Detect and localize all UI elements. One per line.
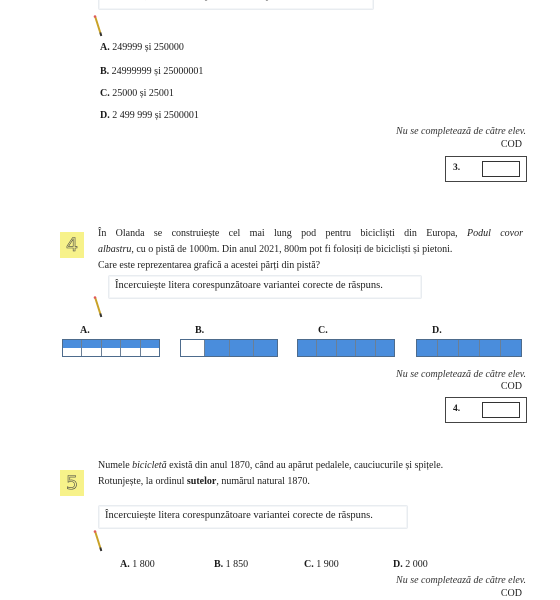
q5-not-filled-note: Nu se completează de către elev. <box>396 575 526 586</box>
q3-number: 3. <box>453 163 461 173</box>
q4-cod-field[interactable] <box>482 402 520 418</box>
q3-option-text: 25000 și 25001 <box>112 88 174 99</box>
bar-cell-empty <box>181 348 205 356</box>
bar-cell-shaded <box>480 340 501 348</box>
bar-cell-shaded <box>438 348 459 356</box>
bar-row-bottom <box>181 348 277 356</box>
bar-cell-shaded <box>254 340 277 348</box>
q3-option-letter: D. <box>100 110 110 121</box>
q4-not-filled-note: Nu se completează de către elev. <box>396 369 526 380</box>
bar-row-bottom <box>298 348 394 356</box>
bar-row-bottom <box>63 348 159 356</box>
q5-option-a[interactable] <box>120 559 155 570</box>
q4-badge <box>60 232 84 258</box>
q4-line-3: Care este reprezentarea grafică a acestei părți din pistă? <box>98 260 321 271</box>
q5-instruction-text: Încercuiește litera corespunzătoare variantei corecte de răspuns. <box>105 510 373 521</box>
q3-option-a[interactable] <box>100 42 184 53</box>
bar-cell-shaded <box>205 340 229 348</box>
bar-cell-shaded <box>459 340 480 348</box>
q3-option-text: 24999999 și 25000001 <box>111 66 204 77</box>
q3-option-letter: A. <box>100 42 110 53</box>
bar-cell-shaded <box>417 348 438 356</box>
bar-cell-shaded <box>230 340 254 348</box>
q4-bridge-name-2: albastru <box>98 244 132 255</box>
pencil-icon <box>93 296 103 318</box>
q3-cod-box <box>445 156 527 182</box>
bar-row-bottom <box>417 348 521 356</box>
q3-cod-label: COD <box>500 139 522 150</box>
q4-cod-label: COD <box>500 381 522 392</box>
q5-option-c[interactable] <box>304 559 339 570</box>
q4-instruction-box <box>108 275 422 299</box>
q4-option-a-letter[interactable]: A. <box>80 325 90 336</box>
q3-option-letter: B. <box>100 66 110 77</box>
q4-instruction-text: Încercuiește litera corespunzătoare variantei corecte de răspuns. <box>115 280 383 291</box>
q5-instruction-box <box>98 505 408 529</box>
q5-badge <box>60 470 84 496</box>
q5-bold-word: sutelor <box>186 476 217 487</box>
q3-cod-field[interactable] <box>482 161 520 177</box>
bar-cell-empty <box>102 348 121 356</box>
q5-option-b[interactable] <box>214 559 248 570</box>
bar-cell-shaded <box>298 348 317 356</box>
q4-option-c-letter[interactable]: C. <box>318 325 328 336</box>
bar-cell-shaded <box>230 348 254 356</box>
q3-option-letter: C. <box>100 88 110 99</box>
q5-option-d[interactable] <box>393 559 428 570</box>
bar-cell-empty <box>82 348 101 356</box>
q4-line-2 <box>98 242 523 258</box>
q3-option-b[interactable] <box>100 66 203 77</box>
q5-text: există din anul 1870, când au apărut pedalele, cauciucurile și spițele. <box>166 460 444 471</box>
pencil-icon <box>93 530 103 552</box>
q5-option-letter: B. <box>214 559 224 570</box>
q4-bar-c[interactable] <box>297 339 395 357</box>
q4-badge-number: 4 <box>65 234 79 256</box>
q5-text: Numele <box>98 460 133 471</box>
q5-line-2 <box>98 474 528 490</box>
bar-cell-empty <box>181 340 205 348</box>
bar-cell-shaded <box>141 340 159 348</box>
bar-cell-shaded <box>459 348 480 356</box>
q5-option-text: 1 800 <box>132 559 155 570</box>
bar-cell-shaded <box>376 340 394 348</box>
q3-option-d[interactable] <box>100 110 199 121</box>
bar-cell-shaded <box>417 340 438 348</box>
bar-cell-shaded <box>438 340 459 348</box>
bar-cell-shaded <box>337 340 356 348</box>
q5-text: Rotunjește, la ordinul <box>98 476 187 487</box>
q4-option-d-letter[interactable]: D. <box>432 325 442 336</box>
bar-cell-shaded <box>356 348 375 356</box>
q4-line-1 <box>98 226 523 242</box>
bar-cell-empty <box>63 348 82 356</box>
q5-cod-label: COD <box>500 588 522 599</box>
bar-cell-shaded <box>317 348 336 356</box>
q5-line-1 <box>98 458 528 474</box>
q5-option-text: 2 000 <box>405 559 428 570</box>
top-instruction-text <box>105 0 333 1</box>
bar-cell-shaded <box>298 340 317 348</box>
q4-bar-b[interactable] <box>180 339 278 357</box>
bar-cell-shaded <box>501 340 521 348</box>
bar-cell-shaded <box>205 348 229 356</box>
q5-badge-number: 5 <box>65 472 79 494</box>
q4-text: , cu o pistă de 1000m. Din anul 2021, 800m pot fi folosiți de bicicliști și pietoni. <box>131 244 453 255</box>
q5-statement <box>98 458 528 490</box>
q4-bar-d[interactable] <box>416 339 522 357</box>
bar-cell-empty <box>121 348 140 356</box>
bar-cell-shaded <box>501 348 521 356</box>
q3-not-filled-note: Nu se completează de către elev. <box>396 126 526 137</box>
bar-cell-shaded <box>82 340 101 348</box>
q4-text: În Olanda se construiește cel mai lung pod pentru bicicliști din Europa, <box>98 228 467 239</box>
top-instruction-box <box>98 0 374 10</box>
q4-option-b-letter[interactable]: B. <box>195 325 205 336</box>
bar-cell-empty <box>141 348 159 356</box>
bar-cell-shaded <box>317 340 336 348</box>
q5-option-text: 1 850 <box>225 559 249 570</box>
q4-bar-a[interactable] <box>62 339 160 357</box>
q5-text: , numărul natural 1870. <box>216 476 310 487</box>
q4-number: 4. <box>453 404 461 414</box>
bar-cell-shaded <box>337 348 356 356</box>
bar-cell-shaded <box>480 348 501 356</box>
bar-cell-shaded <box>376 348 394 356</box>
q3-option-c[interactable] <box>100 88 174 99</box>
pencil-icon <box>93 15 103 37</box>
q3-option-text: 249999 și 250000 <box>112 42 184 53</box>
q5-option-letter: D. <box>393 559 403 570</box>
q3-option-text: 2 499 999 și 2500001 <box>112 110 199 121</box>
q4-bridge-name: Podul covor <box>467 228 523 239</box>
q5-italic-word: bicicletă <box>132 460 167 471</box>
q5-option-letter: A. <box>120 559 130 570</box>
bar-cell-shaded <box>121 340 140 348</box>
q5-option-text: 1 900 <box>316 559 339 570</box>
bar-cell-shaded <box>356 340 375 348</box>
q4-cod-box <box>445 397 527 423</box>
bar-cell-shaded <box>102 340 121 348</box>
q5-option-letter: C. <box>304 559 314 570</box>
bar-cell-shaded <box>63 340 82 348</box>
q4-statement <box>98 226 523 274</box>
bar-cell-shaded <box>254 348 277 356</box>
